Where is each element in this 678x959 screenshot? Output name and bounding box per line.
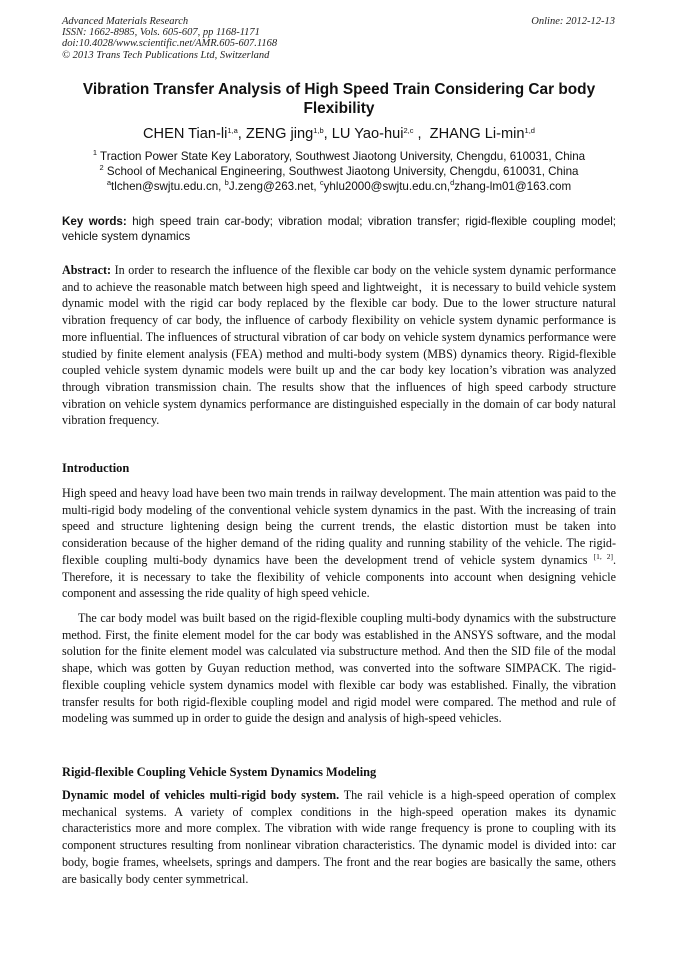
paragraph-text: . Therefore, it is necessary to take the flexibility of vehicle components into account when designing vehicle component and assessing the ride quality of high speed vehicle. bbox=[62, 552, 616, 601]
abstract-label: Abstract: bbox=[62, 263, 112, 277]
paragraph-text: High speed and heavy load have been two main trends in railway development. The main attention was paid to the multi-rigid body modeling of the conventional vehicle system dynamics in the past. With the increasing of train speed and structure lightening design being the current trends, the elastic distortion must be taken into consideration because of the higher demand of the riding quality and running stability of the vehicle. The rigid-flexible coupling multi-body dynamics have been the development trend of vehicle system dynamics bbox=[62, 486, 616, 567]
subsection-label: Dynamic model of vehicles multi-rigid body system. bbox=[62, 788, 340, 802]
email-sup: c bbox=[319, 178, 324, 187]
paragraph-text: The rail vehicle is a high-speed operation of complex mechanical systems. A variety of complex conditions in the high-speed operation makes its dynamic characteristics more and more complex. The vibration with wide range frequency is prone to coupling with its component structures resulting from nonlinear vibration characteristics. The dynamic model is divided into: car body, bogie frames, wheelsets, springs and dampers. The front and the rear bogies are basically the same, others are basically body center symmetrical. bbox=[62, 788, 616, 886]
email-line bbox=[62, 179, 616, 194]
email-sup: d bbox=[450, 178, 455, 187]
author-sup: 2,c bbox=[403, 126, 414, 135]
email-sup: a bbox=[106, 178, 112, 187]
affiliation-2 bbox=[62, 164, 616, 179]
journal-name: Advanced Materials Research bbox=[62, 16, 189, 27]
author-sup: 1,a bbox=[227, 126, 238, 135]
email-link[interactable]: J.zeng@263.net, bbox=[228, 180, 320, 193]
email-link[interactable]: tlchen@swjtu.edu.cn, bbox=[111, 180, 225, 193]
section-heading-introduction: Introduction bbox=[62, 461, 130, 475]
affiliation-text: Traction Power State Key Laboratory, Southwest Jiaotong University, Chengdu, 610031, China bbox=[97, 150, 586, 163]
keywords-label: Key words: bbox=[62, 215, 127, 228]
paper-title: Vibration Transfer Analysis of High Speed Train Considering Car body Flexibility bbox=[82, 81, 596, 117]
introduction-paragraph-1 bbox=[62, 485, 616, 602]
issn-line: ISSN: 1662-8985, Vols. 605-607, pp 1168-1171 bbox=[62, 27, 260, 39]
abstract bbox=[62, 262, 616, 429]
affiliation-sup: 1 bbox=[92, 148, 98, 157]
affiliation-sup: 2 bbox=[99, 163, 104, 172]
modeling-paragraph bbox=[62, 787, 616, 887]
keywords bbox=[62, 214, 616, 244]
author-sup: 1,b bbox=[313, 126, 324, 135]
affiliation-text: School of Mechanical Engineering, Southwest Jiaotong University, Chengdu, 610031, China bbox=[103, 165, 579, 178]
keywords-text: high speed train car-body; vibration modal; vibration transfer; rigid-flexible coupling model; vehicle system dynamics bbox=[62, 215, 616, 243]
email-link[interactable]: zhang-lm01@163.com bbox=[454, 180, 572, 193]
citation-ref: [1, 2] bbox=[593, 551, 613, 561]
author-sep: , bbox=[237, 126, 246, 142]
email-link[interactable]: yhlu2000@swjtu.edu.cn, bbox=[323, 180, 451, 193]
email-sup: b bbox=[224, 178, 229, 187]
journal-header bbox=[62, 16, 277, 61]
author-name: ZENG jing bbox=[245, 126, 314, 142]
author-sep: , bbox=[413, 126, 430, 142]
author-name: LU Yao-hui bbox=[331, 126, 404, 142]
online-date: Online: 2012-12-13 bbox=[531, 16, 615, 27]
author-sup: 1,d bbox=[524, 126, 535, 135]
copyright-line: © 2013 Trans Tech Publications Ltd, Switzerland bbox=[62, 49, 270, 61]
section-heading-modeling: Rigid-flexible Coupling Vehicle System Dynamics Modeling bbox=[62, 765, 377, 779]
affiliation-1 bbox=[62, 149, 616, 164]
doi-line: doi:10.4028/www.scientific.net/AMR.605-607.1168 bbox=[62, 38, 278, 50]
author-name: CHEN Tian-li bbox=[143, 126, 228, 142]
author-sep: , bbox=[323, 126, 332, 142]
author-list bbox=[62, 124, 616, 144]
abstract-text: In order to research the influence of the flexible car body on the vehicle system dynamic performance and to achieve the reasonable match between high speed and lightweight，it is necessary to build vehicle system dynamic model with the rigid car body replaced by the flexible car body. Due to the lower structure natural vibration frequency of car body, the influence of carbody flexibility on vehicle system dynamic performance is more influential. The influences of structural vibration of car body on vehicle system dynamics performance were studied by finite element analysis (FEA) method and multi-body system (MBS) dynamics theory. Rigid-flexible coupled vehicle system dynamic models were built up and the car body key location’s vibration was analyzed through vibration transmission chain. The results show that the influences of high speed carbody structure vibration on vehicle system dynamics performance are distinguished especially in the domain of car body natural vibration frequency. bbox=[62, 263, 616, 428]
author-name: ZHANG Li-min bbox=[429, 126, 525, 142]
introduction-paragraph-2: The car body model was built based on the rigid-flexible coupling multi-body dynamics with the substructure method. First, the finite element model for the car body was established in the ANSYS software, and the modal solution for the finite element model was calculated via substructure method. And then the SID file of the modal shape, which was gotten by Guyan reduction method, was converted into the software SIMPACK. The rigid-flexible coupling vehicle system dynamics model with flexible car body was established. Finally, the vibration transfer results for both rigid-flexible coupling model and rigid model were compared. The method and rule of modeling was summed up in order to guide the design and analysis of high-speed vehicles. bbox=[62, 611, 616, 726]
